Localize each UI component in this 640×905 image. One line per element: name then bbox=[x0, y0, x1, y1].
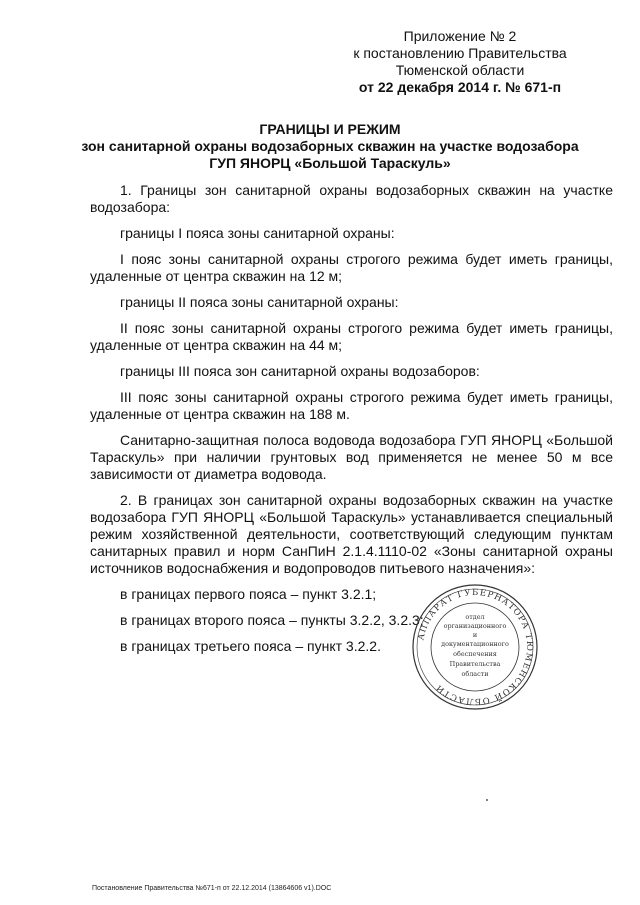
stamp-center-text bbox=[441, 613, 509, 678]
stamp-center-line: обеспечения bbox=[453, 650, 497, 658]
title-line-3: ГУП ЯНОРЦ «Большой Тараскуль» bbox=[209, 155, 451, 171]
paragraph-4: границы II пояса зоны санитарной охраны: bbox=[120, 294, 399, 310]
stamp-center-line: организационного bbox=[443, 622, 507, 630]
official-stamp bbox=[410, 582, 540, 712]
stamp-center-line: и bbox=[472, 631, 478, 639]
paragraph-5: II пояс зоны санитарной охраны строгого режима будет иметь границы, удаленные от центра скважин на 44 м; bbox=[90, 320, 613, 353]
paragraph-1: 1. Границы зон санитарной охраны водозаборных скважин на участке водозабора: bbox=[90, 182, 613, 215]
paragraph-10: в границах первого пояса – пункт 3.2.1; bbox=[120, 586, 377, 602]
paragraph-2: границы I пояса зоны санитарной охраны: bbox=[120, 225, 395, 241]
appendix-number: Приложение № 2 bbox=[403, 28, 517, 44]
paragraph-7: III пояс зоны санитарной охраны строгого режима будет иметь границы, удаленные от центра скважин на 188 м. bbox=[90, 389, 613, 422]
appendix-region: Тюменской области bbox=[395, 62, 525, 78]
stamp-center-line: документационного bbox=[441, 640, 509, 648]
appendix-header bbox=[330, 28, 590, 96]
stamp-center-line: области bbox=[461, 670, 489, 678]
scan-speck bbox=[486, 799, 488, 801]
document-title bbox=[60, 121, 600, 172]
paragraph-11: в границах второго пояса – пункты 3.2.2, 3.2.3; bbox=[120, 612, 424, 628]
stamp-ring-text: АППАРАТ ГУБЕРНАТОРА ТЮМЕНСКОЙ ОБЛАСТИ bbox=[416, 587, 535, 707]
appendix-date: от 22 декабря 2014 г. № 671-п bbox=[358, 79, 562, 95]
stamp-center-line: Правительства bbox=[449, 660, 501, 668]
paragraph-12: в границах третьего пояса – пункт 3.2.2. bbox=[120, 638, 381, 654]
title-line-1: ГРАНИЦЫ И РЕЖИМ bbox=[259, 121, 401, 137]
stamp-center-line: отдел bbox=[465, 613, 485, 621]
appendix-resolution: к постановлению Правительства bbox=[353, 45, 567, 61]
paragraph-9: 2. В границах зон санитарной охраны водозаборных скважин на участке водозабора ГУП ЯНОРЦ «Большой Тараскуль» устанавливается специальный режим хозяйственной деятельности, соответствующий следующим пунктам санитарных правил и норм СанПиН 2.1.4.1110-02 «Зоны санитарной охраны источников водоснабжения и водопроводов питьевого назначения»: bbox=[90, 492, 613, 576]
paragraph-3: I пояс зоны санитарной охраны строгого режима будет иметь границы, удаленные от центра скважин на 12 м; bbox=[90, 251, 613, 284]
title-line-2: зон санитарной охраны водозаборных скважин на участке водозабора bbox=[81, 138, 579, 154]
paragraph-8: Санитарно-защитная полоса водовода водозабора ГУП ЯНОРЦ «Большой Тараскуль» при наличии грунтовых вод применяется не менее 50 м все зависимости от диаметра водовода. bbox=[90, 432, 613, 482]
paragraph-6: границы III пояса зон санитарной охраны водозаборов: bbox=[120, 363, 480, 379]
document-footer: Постановление Правительства №671-п от 22.12.2014 (13864606 v1).DOC bbox=[92, 885, 332, 892]
